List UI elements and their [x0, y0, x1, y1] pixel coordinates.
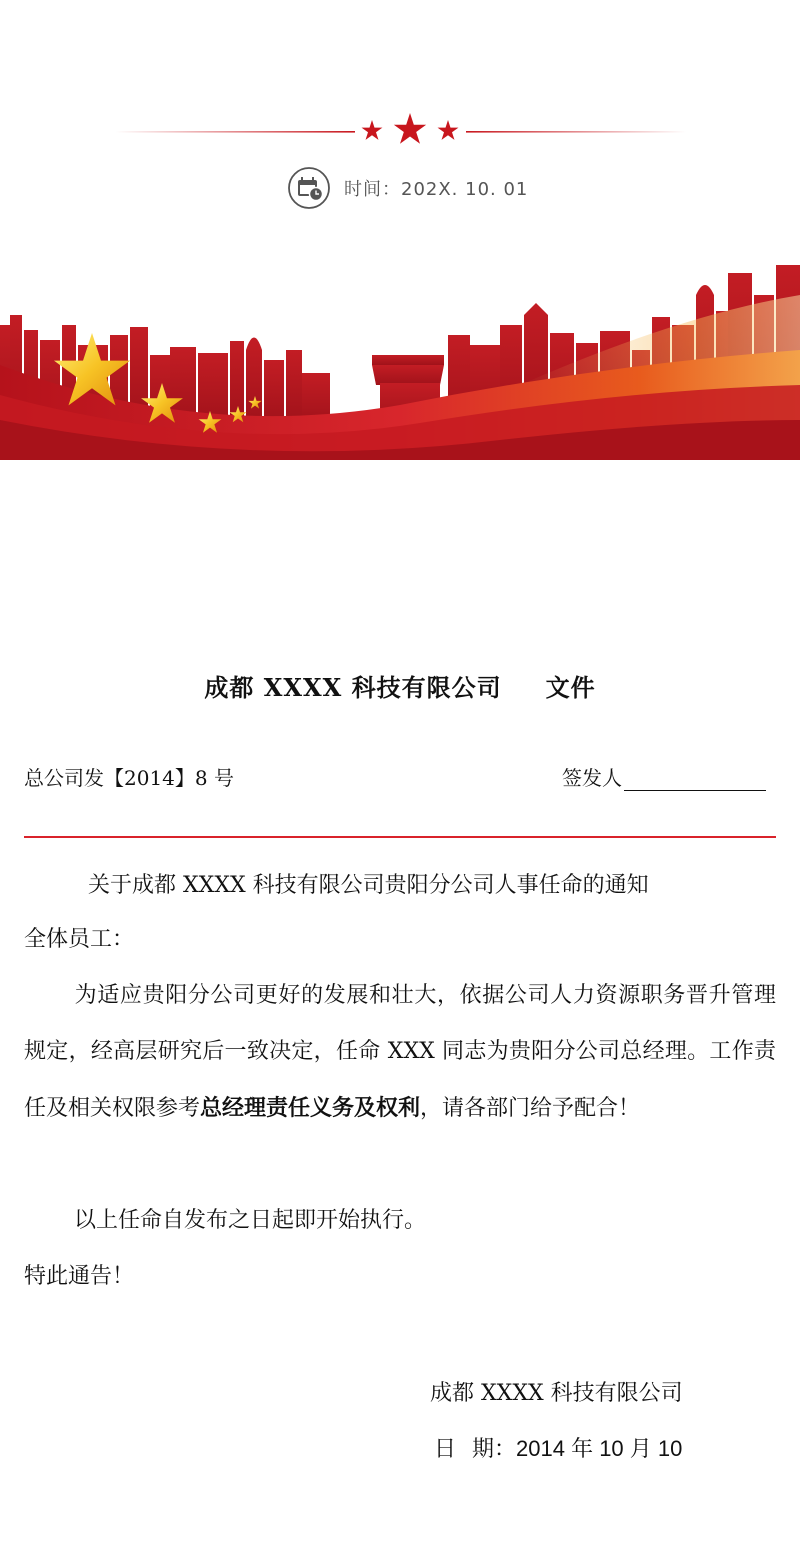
- document-title: [0, 668, 800, 703]
- issuer-field: [562, 762, 766, 791]
- star-icon: [394, 113, 426, 144]
- salutation: 全体员工：: [24, 927, 135, 952]
- paragraph-appointment-bold: 总经理责任义务及权利: [200, 1095, 421, 1121]
- signature-date: [434, 1432, 682, 1463]
- red-skyline-banner: [0, 255, 800, 460]
- signature-date-value: 2014 年 10 月 10: [516, 1436, 683, 1461]
- paragraph-appointment-end: ，请各部门给予配合！: [420, 1096, 641, 1121]
- document-title-suffix: 文件: [545, 673, 596, 702]
- signature-company: 成都 XXXX 科技有限公司: [430, 1381, 683, 1406]
- ornament-line-right: [466, 131, 686, 133]
- document-title-company: 成都 XXXX 科技有限公司: [204, 673, 502, 702]
- issuer-signature-line: [624, 766, 766, 791]
- header-ornament: [0, 105, 800, 160]
- red-divider: [24, 836, 776, 838]
- star-icon: [362, 120, 383, 140]
- signature-date-label-2: 期：: [472, 1437, 517, 1462]
- paragraph-appointment-text: 为适应贵阳分公司更好的发展和壮大，依据公司人力资源职务晋升管理规定，经高层研究后一致决定，任命 XXX 同志为贵阳分公司总经理。工作责任及相关权限参考: [24, 983, 776, 1121]
- signature-date-label: 日: [434, 1437, 457, 1462]
- closing-line: 特此通告！: [24, 1264, 135, 1289]
- reference-number: 总公司发【2014】8 号: [24, 766, 234, 790]
- paragraph-effective: 以上任命自发布之日起即开始执行。: [74, 1208, 427, 1233]
- calendar-clock-icon: [288, 167, 330, 209]
- time-row: [288, 166, 528, 210]
- notice-title: 关于成都 XXXX 科技有限公司贵阳分公司人事任命的通知: [88, 873, 649, 898]
- paragraph-appointment: [24, 968, 776, 1137]
- time-label: 时间：202X. 10. 01: [344, 179, 529, 200]
- issuer-label: 签发人: [562, 766, 622, 790]
- star-icon: [438, 120, 459, 140]
- ornament-line-left: [115, 131, 355, 133]
